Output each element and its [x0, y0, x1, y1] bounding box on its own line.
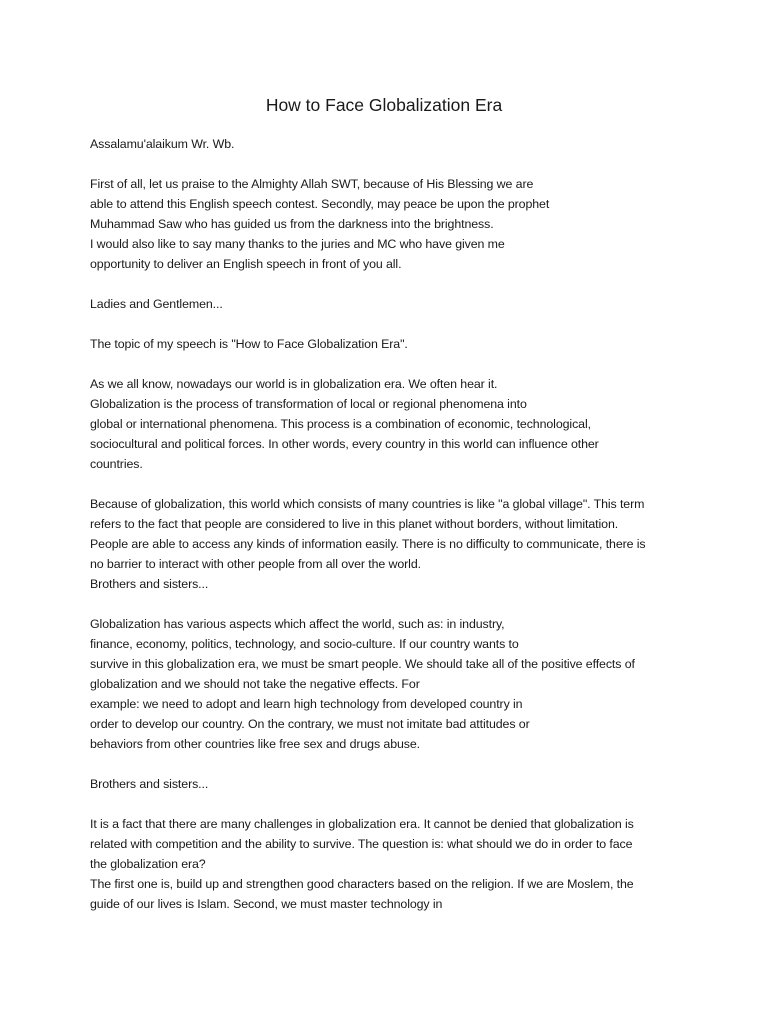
- text-line: Brothers and sisters...: [90, 577, 209, 591]
- text-line: Globalization is the process of transformation of local or regional phenomena into: [90, 397, 527, 411]
- text-line: no barrier to interact with other people from all over the world.: [90, 557, 421, 571]
- text-line: opportunity to deliver an English speech in front of you all.: [90, 257, 402, 271]
- text-line: Brothers and sisters...: [90, 777, 209, 791]
- document-title: How to Face Globalization Era: [265, 95, 503, 115]
- paragraph: [90, 334, 690, 354]
- text-line: related with competition and the ability to survive. The question is: what should we do in order to face: [90, 837, 633, 851]
- paragraph: [90, 494, 690, 594]
- text-line: globalization and we should not take the negative effects. For: [90, 677, 420, 691]
- text-line: finance, economy, politics, technology, and socio-culture. If our country wants to: [90, 637, 519, 651]
- text-line: Assalamu'alaikum Wr. Wb.: [90, 137, 235, 151]
- text-line: Muhammad Saw who has guided us from the darkness into the brightness.: [90, 217, 494, 231]
- paragraph: [90, 374, 690, 474]
- paragraph: [90, 134, 690, 154]
- text-line: The topic of my speech is "How to Face Globalization Era".: [90, 337, 408, 351]
- paragraph: [90, 294, 690, 314]
- text-line: Globalization has various aspects which affect the world, such as: in industry,: [90, 617, 505, 631]
- text-line: Because of globalization, this world which consists of many countries is like "a global village". This term: [90, 497, 645, 511]
- text-line: behaviors from other countries like free sex and drugs abuse.: [90, 737, 421, 751]
- text-line: The first one is, build up and strengthen good characters based on the religion. If we are Moslem, the: [90, 877, 634, 891]
- document-body: [90, 134, 690, 934]
- text-line: First of all, let us praise to the Almighty Allah SWT, because of His Blessing we are: [90, 177, 534, 191]
- text-line: Ladies and Gentlemen...: [90, 297, 223, 311]
- text-line: order to develop our country. On the contrary, we must not imitate bad attitudes or: [90, 717, 530, 731]
- text-line: example: we need to adopt and learn high technology from developed country in: [90, 697, 523, 711]
- paragraph: [90, 614, 690, 754]
- paragraph: [90, 174, 690, 274]
- text-line: As we all know, nowadays our world is in globalization era. We often hear it.: [90, 377, 498, 391]
- text-line: People are able to access any kinds of information easily. There is no difficulty to communicate, there is: [90, 537, 646, 551]
- text-line: survive in this globalization era, we must be smart people. We should take all of the positive effects of: [90, 657, 635, 671]
- text-line: guide of our lives is Islam. Second, we must master technology in: [90, 897, 443, 911]
- text-line: sociocultural and political forces. In other words, every country in this world can influence other: [90, 437, 599, 451]
- text-line: countries.: [90, 457, 143, 471]
- paragraph: [90, 814, 690, 914]
- text-line: able to attend this English speech contest. Secondly, may peace be upon the prophet: [90, 197, 550, 211]
- text-line: the globalization era?: [90, 857, 206, 871]
- text-line: I would also like to say many thanks to the juries and MC who have given me: [90, 237, 505, 251]
- text-line: It is a fact that there are many challenges in globalization era. It cannot be denied that globalization is: [90, 817, 634, 831]
- text-line: global or international phenomena. This process is a combination of economic, technological,: [90, 417, 591, 431]
- paragraph: [90, 774, 690, 794]
- text-line: refers to the fact that people are considered to live in this planet without borders, without limitation.: [90, 517, 619, 531]
